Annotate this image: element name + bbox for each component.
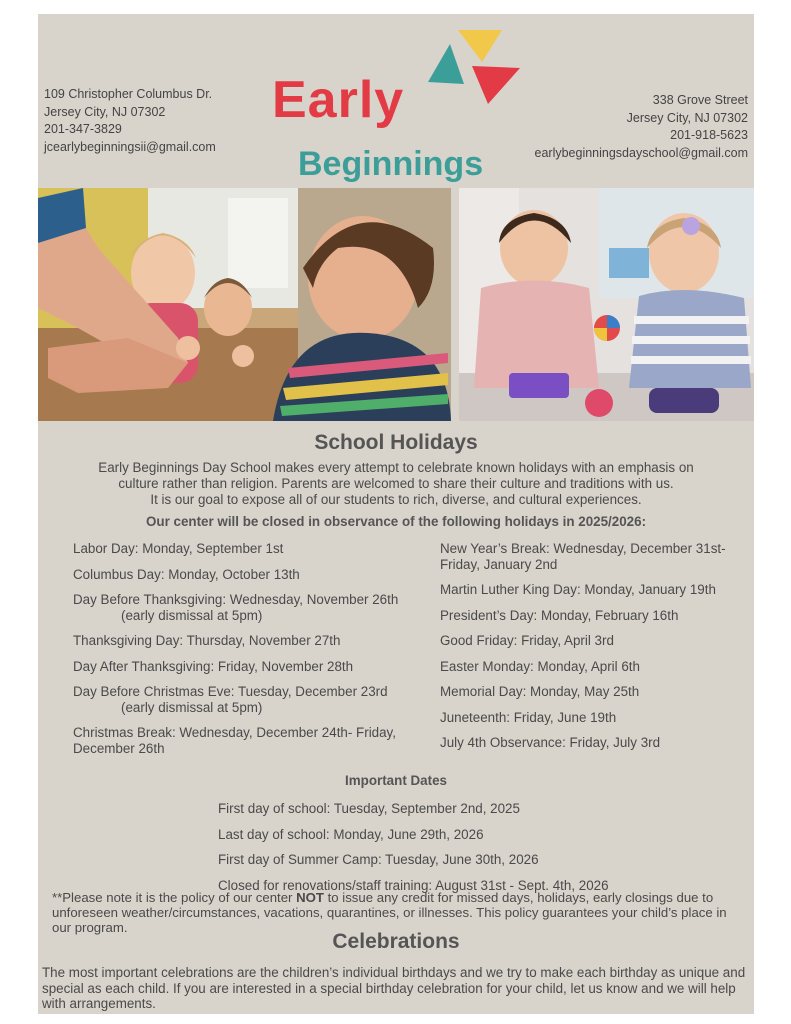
right-address-city: Jersey City, NJ 07302 (626, 110, 748, 125)
classroom-photo-left (38, 188, 451, 421)
left-address-phone: 201-347-3829 (44, 122, 122, 136)
right-address-block (535, 92, 749, 162)
left-address-city: Jersey City, NJ 07302 (44, 104, 166, 119)
holiday-text: New Year’s Break: Wednesday, December 31st- Friday, January 2nd (440, 541, 726, 572)
early-beginnings-logo (272, 22, 522, 187)
right-address-street: 338 Grove Street (652, 93, 748, 107)
logo-beginnings-text: Beginnings (298, 145, 484, 183)
important-date-item: Closed for renovations/staff training: August 31st - Sept. 4th, 2026 (218, 877, 609, 893)
holiday-text: Day Before Thanksgiving: Wednesday, November 26th (73, 592, 399, 607)
holiday-item (440, 684, 750, 700)
holiday-list-left (73, 541, 423, 766)
holiday-item (440, 735, 750, 751)
yellow-triangle (458, 30, 502, 62)
right-address-phone: 201-918-5623 (670, 128, 748, 142)
holiday-text: Easter Monday: Monday, April 6th (440, 658, 640, 674)
holiday-text: Christmas Break: Wednesday, December 24th- Friday, December 26th (73, 725, 396, 756)
holiday-item (440, 582, 750, 598)
holiday-text: Memorial Day: Monday, May 25th (440, 684, 640, 699)
triangles-logo-icon (420, 22, 530, 112)
holiday-text: President’s Day: Monday, February 16th (440, 607, 679, 623)
holiday-item (73, 684, 423, 715)
children-playing-photo (38, 188, 451, 421)
important-date-item: First day of school: Tuesday, September 2nd, 2025 (218, 801, 520, 816)
important-dates-list (218, 796, 609, 898)
holiday-item (440, 633, 750, 649)
logo-early-text: Early (272, 71, 405, 129)
left-address-email: jcearlybeginningsii@gmail.com (44, 139, 216, 154)
toddlers-playing-photo (459, 188, 754, 421)
holiday-text: Labor Day: Monday, September 1st (73, 541, 284, 556)
left-address-block (44, 86, 216, 156)
right-address-email: earlybeginningsdayschool@gmail.com (534, 145, 748, 160)
holiday-item (440, 541, 750, 572)
holiday-item (73, 659, 423, 675)
holiday-text: Good Friday: Friday, April 3rd (440, 633, 614, 648)
policy-text-end: to issue any credit for missed days, holidays, early closings due to unforeseen weather/circumstances, vacations, quarantines, or illnesses. This policy guarantees your child’s place in our program. (52, 890, 727, 935)
red-triangle (472, 66, 520, 104)
celebrations-title: Celebrations (332, 930, 460, 953)
holiday-text: Martin Luther King Day: Monday, January 19th (440, 582, 716, 597)
important-date-item: First day of Summer Camp: Tuesday, June 30th, 2026 (218, 852, 539, 867)
important-dates-title: Important Dates (345, 773, 447, 788)
closed-heading: Our center will be closed in observance of the following holidays in 2025/2026: (145, 514, 647, 529)
policy-emphasis: NOT (296, 890, 324, 905)
holidays-intro (48, 460, 744, 508)
holiday-note: (early dismissal at 5pm) (121, 607, 263, 623)
classroom-photo-right (459, 188, 754, 421)
left-address-street: 109 Christopher Columbus Dr. (44, 87, 213, 101)
credit-policy-note (52, 890, 742, 935)
policy-text-start: **Please note it is the policy of our center (52, 890, 297, 905)
holiday-item (440, 608, 750, 624)
holiday-item (73, 633, 423, 649)
holiday-item (73, 592, 423, 623)
holiday-item (73, 567, 423, 583)
holiday-item (73, 725, 423, 756)
holiday-text: Thanksgiving Day: Thursday, November 27th (73, 633, 341, 648)
holiday-item (73, 541, 423, 557)
holiday-text: July 4th Observance: Friday, July 3rd (440, 735, 661, 750)
celebrations-text: The most important celebrations are the children’s individual birthdays and we try to make each birthday as unique and special as each child. If you are interested in a special birthday celebration for your child, let us know and we will help with arrangements. (42, 965, 746, 1011)
intro-line: culture rather than religion. Parents are welcomed to share their culture and traditions with us. (118, 476, 674, 491)
holiday-text: Day After Thanksgiving: Friday, November 28th (73, 658, 354, 674)
school-holidays-title: School Holidays (314, 431, 478, 454)
holiday-text: Juneteenth: Friday, June 19th (440, 709, 617, 725)
intro-line: It is our goal to expose all of our students to rich, diverse, and cultural experiences. (150, 492, 642, 507)
holiday-text: Day Before Christmas Eve: Tuesday, December 23rd (73, 684, 388, 699)
flyer-page (38, 14, 754, 1014)
holiday-item (440, 710, 750, 726)
holiday-text: Columbus Day: Monday, October 13th (73, 566, 300, 582)
important-date-item: Last day of school: Monday, June 29th, 2026 (218, 826, 484, 842)
intro-line: Early Beginnings Day School makes every attempt to celebrate known holidays with an emphasis on (98, 460, 694, 475)
holiday-list-right (440, 541, 750, 761)
holiday-note: (early dismissal at 5pm) (121, 699, 263, 715)
teal-triangle (428, 44, 464, 84)
holiday-item (440, 659, 750, 675)
